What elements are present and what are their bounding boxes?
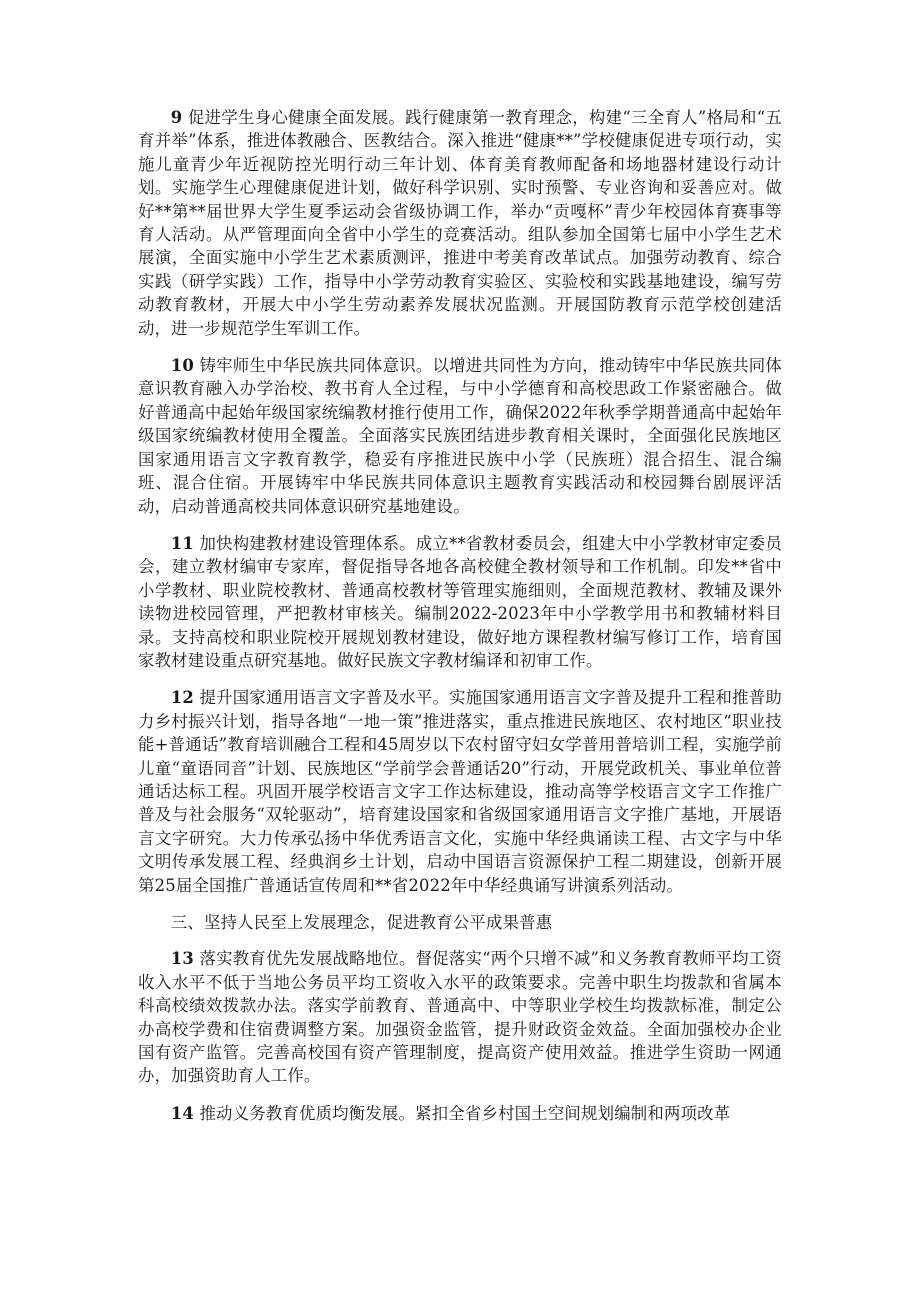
paragraph-10 xyxy=(138,354,782,518)
paragraph-9 xyxy=(138,106,782,340)
paragraph-text: 提升国家通用语言文字普及水平。实施国家通用语言文字普及提升工程和推普助力乡村振兴计划，指导各地“一地一策”推进落实，重点推进民族地区、农村地区“职业技能+普通话”教育培训融合工程和45周岁以下农村留守妇女学普用普培训工程，实施学前儿童“童语同音”计划、民族地区“学前学会普通话20”行动，开展党政机关、事业单位普通话达标工程。巩固开展学校语言文字工作达标建设，推动高等学校语言文字工作推广普及与社会服务“双轮驱动”，培育建设国家和省级国家通用语言文字推广基地，开展语言文字研究。大力传承弘扬中华优秀语言文化，实施中华经典诵读工程、古文字与中华文明传承发展工程、经典润乡土计划，启动中国语言资源保护工程二期建设，创新开展第25届全国推广普通话宣传周和**省2022年中华经典诵写讲演系列活动。 xyxy=(138,688,782,895)
paragraph-number: 13 xyxy=(170,949,195,969)
document-page xyxy=(138,106,782,1139)
paragraph-number: 12 xyxy=(170,688,195,708)
section-heading xyxy=(138,911,782,934)
section-heading-text: 三、坚持人民至上发展理念，促进教育公平成果普惠 xyxy=(170,913,553,932)
paragraph-text: 落实教育优先发展战略地位。督促落实“两个只增不减”和义务教育教师平均工资收入水平不低于当地公务员平均工资收入水平的政策要求。完善中职生均拨款和省属本科高校绩效拨款办法。落实学前教育、普通高中、中等职业学校生均拨款标准，制定公办高校学费和住宿费调整方案。加强资金监管，提升财政资金效益。全面加强校办企业国有资产监管。完善高校国有资产管理制度，提高资产使用效益。推进学生资助一网通办，加强资助育人工作。 xyxy=(138,949,782,1086)
paragraph-text: 铸牢师生中华民族共同体意识。以增进共同性为方向，推动铸牢中华民族共同体意识教育融入办学治校、教书育人全过程，与中小学德育和高校思政工作紧密融合。做好普通高中起始年级国家统编教材推行使用工作，确保2022年秋季学期普通高中起始年级国家统编教材使用全覆盖。全面落实民族团结进步教育相关课时，全面强化民族地区国家通用语言文字教育教学，稳妥有序推进民族中小学（民族班）混合招生、混合编班、混合住宿。开展铸牢中华民族共同体意识主题教育实践活动和校园舞台剧展评活动，启动普通高校共同体意识研究基地建设。 xyxy=(138,356,782,516)
paragraph-number: 14 xyxy=(170,1103,195,1123)
paragraph-number: 11 xyxy=(170,533,195,553)
paragraph-text: 加快构建教材建设管理体系。成立**省教材委员会，组建大中小学教材审定委员会，建立教材编审专家库，督促指导各地各高校健全教材领导和工作机制。印发**省中小学教材、职业院校教材、普通高校教材等管理实施细则，全面规范教材、教辅及课外读物进校园管理，严把教材审核关。编制2022-2023年中小学教学用书和教辅材料目录。支持高校和职业院校开展规划教材建设，做好地方课程教材编写修订工作，培育国家教材建设重点研究基地。做好民族文字教材编译和初审工作。 xyxy=(138,533,782,670)
paragraph-number: 10 xyxy=(170,356,195,376)
paragraph-12 xyxy=(138,686,782,897)
paragraph-13 xyxy=(138,947,782,1087)
paragraph-11 xyxy=(138,532,782,672)
paragraph-text: 促进学生身心健康全面发展。践行健康第一教育理念，构建“三全育人”格局和“五育并举”体系，推进体教融合、医教结合。深入推进“健康**”学校健康促进专项行动，实施儿童青少年近视防控光明行动三年计划、体育美育教师配备和场地器材建设行动计划。实施学生心理健康促进计划，做好科学识别、实时预警、专业咨询和妥善应对。做好**第**届世界大学生夏季运动会省级协调工作，举办“贡嘎杯”青少年校园体育赛事等育人活动。从严管理面向全省中小学生的竞赛活动。组队参加全国第七届中小学生艺术展演，全面实施中小学生艺术素质测评，推进中考美育改革试点。加强劳动教育、综合实践（研学实践）工作，指导中小学劳动教育实验区、实验校和实践基地建设，编写劳动教育教材，开展大中小学生劳动素养发展状况监测。开展国防教育示范学校创建活动，进一步规范学生军训工作。 xyxy=(138,108,782,338)
paragraph-text: 推动义务教育优质均衡发展。紧扣全省乡村国土空间规划编制和两项改革 xyxy=(199,1103,731,1123)
paragraph-14 xyxy=(138,1102,782,1125)
paragraph-number: 9 xyxy=(170,108,183,127)
